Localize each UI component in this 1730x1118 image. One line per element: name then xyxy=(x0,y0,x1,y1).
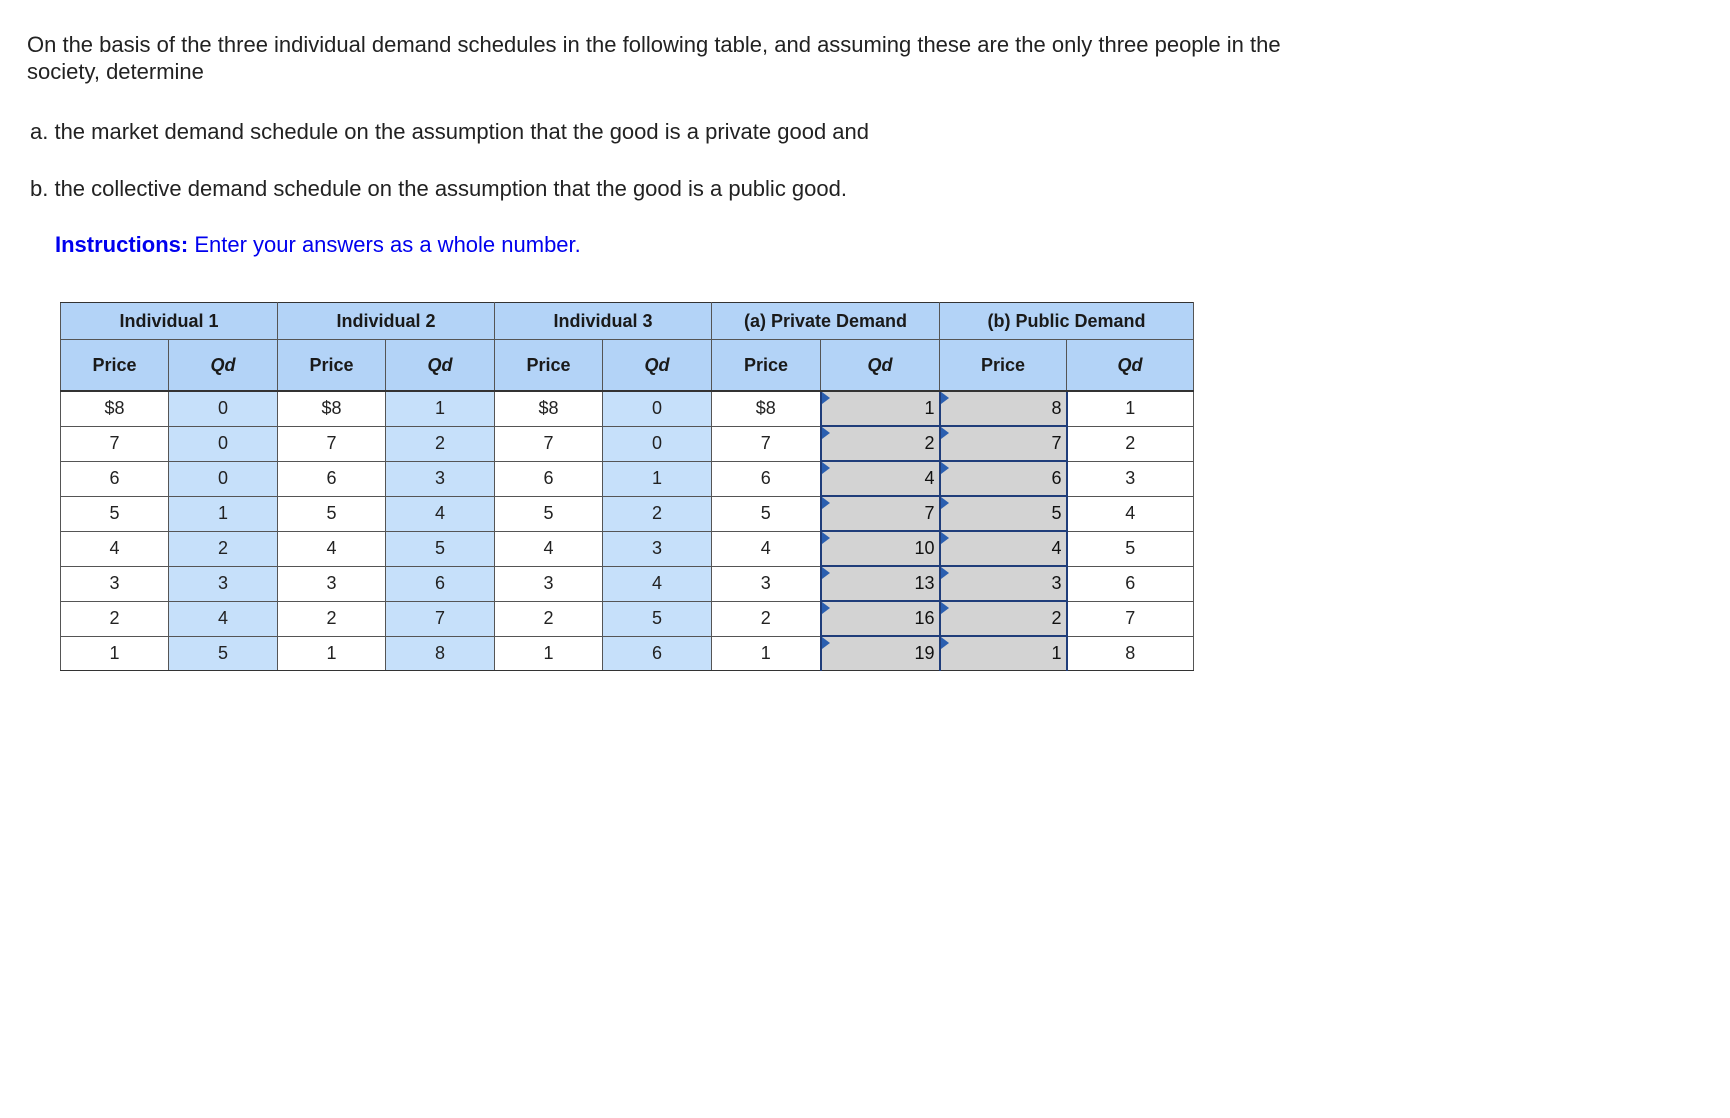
answer-marker-icon xyxy=(822,462,830,474)
answer-value: 1 xyxy=(1051,643,1062,663)
column-header-price: Price xyxy=(940,340,1067,392)
ind1-price-cell: $8 xyxy=(61,391,169,426)
answer-value: 8 xyxy=(1051,398,1062,418)
prompt-line-1: On the basis of the three individual demand schedules in the following table, and assuming these are the only three people in the xyxy=(27,32,1281,57)
public-qd-cell: 3 xyxy=(1067,461,1194,496)
public-price-input-cell[interactable] xyxy=(940,531,1067,566)
private-price-cell: $8 xyxy=(712,391,821,426)
private-qd-input-cell[interactable] xyxy=(821,531,940,566)
answer-value: 3 xyxy=(1051,573,1062,593)
table-body xyxy=(61,391,1194,671)
prompt-line-2: society, determine xyxy=(27,59,204,84)
table-row xyxy=(61,461,1194,496)
ind2-qd-cell: 4 xyxy=(386,496,495,531)
instructions xyxy=(55,231,581,258)
group-header-row xyxy=(61,303,1194,340)
answer-value: 4 xyxy=(924,468,935,488)
ind1-price-cell: 1 xyxy=(61,636,169,671)
group-header-individual-3: Individual 3 xyxy=(495,303,712,340)
answer-marker-icon xyxy=(941,497,949,509)
private-price-cell: 5 xyxy=(712,496,821,531)
answer-marker-icon xyxy=(941,427,949,439)
group-header-public-demand: (b) Public Demand xyxy=(940,303,1194,340)
public-price-input-cell[interactable] xyxy=(940,566,1067,601)
demand-schedule-table xyxy=(60,302,1194,671)
private-qd-input-cell[interactable] xyxy=(821,496,940,531)
column-header-price: Price xyxy=(61,340,169,392)
answer-value: 7 xyxy=(924,503,935,523)
ind3-price-cell: 7 xyxy=(495,426,603,461)
table-row xyxy=(61,566,1194,601)
public-qd-cell: 6 xyxy=(1067,566,1194,601)
column-header-price: Price xyxy=(278,340,386,392)
public-price-input-cell[interactable] xyxy=(940,636,1067,671)
public-qd-cell: 1 xyxy=(1067,391,1194,426)
answer-value: 10 xyxy=(914,538,935,558)
ind2-qd-cell: 1 xyxy=(386,391,495,426)
private-qd-input-cell[interactable] xyxy=(821,461,940,496)
public-price-input-cell[interactable] xyxy=(940,426,1067,461)
column-header-row xyxy=(61,340,1194,392)
ind3-price-cell: 4 xyxy=(495,531,603,566)
answer-value: 4 xyxy=(1051,538,1062,558)
ind2-qd-cell: 8 xyxy=(386,636,495,671)
ind3-qd-cell: 0 xyxy=(603,426,712,461)
ind3-price-cell: 2 xyxy=(495,601,603,636)
private-qd-input-cell[interactable] xyxy=(821,391,940,426)
public-price-input-cell[interactable] xyxy=(940,496,1067,531)
ind1-qd-cell: 3 xyxy=(169,566,278,601)
answer-marker-icon xyxy=(822,637,830,649)
ind1-price-cell: 3 xyxy=(61,566,169,601)
column-header-qd: Qd xyxy=(386,340,495,392)
ind3-price-cell: 5 xyxy=(495,496,603,531)
ind1-price-cell: 4 xyxy=(61,531,169,566)
instructions-text: Enter your answers as a whole number. xyxy=(188,232,581,257)
answer-value: 1 xyxy=(924,398,935,418)
ind2-price-cell: 5 xyxy=(278,496,386,531)
instructions-label: Instructions: xyxy=(55,232,189,257)
ind1-price-cell: 2 xyxy=(61,601,169,636)
column-header-qd: Qd xyxy=(603,340,712,392)
answer-marker-icon xyxy=(822,567,830,579)
private-price-cell: 6 xyxy=(712,461,821,496)
table-row xyxy=(61,496,1194,531)
ind3-qd-cell: 1 xyxy=(603,461,712,496)
answer-value: 19 xyxy=(914,643,935,663)
answer-value: 6 xyxy=(1051,468,1062,488)
ind3-price-cell: $8 xyxy=(495,391,603,426)
private-qd-input-cell[interactable] xyxy=(821,426,940,461)
public-qd-cell: 5 xyxy=(1067,531,1194,566)
answer-value: 2 xyxy=(1051,608,1062,628)
private-price-cell: 7 xyxy=(712,426,821,461)
ind3-price-cell: 6 xyxy=(495,461,603,496)
ind3-qd-cell: 0 xyxy=(603,391,712,426)
answer-marker-icon xyxy=(941,637,949,649)
ind1-price-cell: 6 xyxy=(61,461,169,496)
ind1-qd-cell: 2 xyxy=(169,531,278,566)
ind2-qd-cell: 7 xyxy=(386,601,495,636)
ind2-price-cell: 4 xyxy=(278,531,386,566)
ind3-qd-cell: 4 xyxy=(603,566,712,601)
ind2-qd-cell: 3 xyxy=(386,461,495,496)
answer-value: 7 xyxy=(1051,433,1062,453)
column-header-qd: Qd xyxy=(169,340,278,392)
ind2-price-cell: 6 xyxy=(278,461,386,496)
table-row xyxy=(61,636,1194,671)
table-row xyxy=(61,531,1194,566)
answer-value: 2 xyxy=(924,433,935,453)
ind2-qd-cell: 2 xyxy=(386,426,495,461)
public-qd-cell: 8 xyxy=(1067,636,1194,671)
ind2-price-cell: 1 xyxy=(278,636,386,671)
ind1-qd-cell: 1 xyxy=(169,496,278,531)
public-qd-cell: 7 xyxy=(1067,601,1194,636)
ind2-price-cell: 2 xyxy=(278,601,386,636)
column-header-price: Price xyxy=(712,340,821,392)
answer-marker-icon xyxy=(941,392,949,404)
ind1-qd-cell: 5 xyxy=(169,636,278,671)
ind1-qd-cell: 0 xyxy=(169,391,278,426)
private-price-cell: 4 xyxy=(712,531,821,566)
answer-marker-icon xyxy=(822,392,830,404)
ind2-qd-cell: 5 xyxy=(386,531,495,566)
answer-marker-icon xyxy=(941,567,949,579)
answer-marker-icon xyxy=(822,602,830,614)
ind1-qd-cell: 0 xyxy=(169,461,278,496)
private-qd-input-cell[interactable] xyxy=(821,636,940,671)
private-price-cell: 2 xyxy=(712,601,821,636)
ind3-qd-cell: 5 xyxy=(603,601,712,636)
answer-marker-icon xyxy=(941,602,949,614)
answer-marker-icon xyxy=(941,532,949,544)
ind2-price-cell: 7 xyxy=(278,426,386,461)
public-price-input-cell[interactable] xyxy=(940,391,1067,426)
public-price-input-cell[interactable] xyxy=(940,461,1067,496)
public-qd-cell: 2 xyxy=(1067,426,1194,461)
option-a-text: a. the market demand schedule on the assumption that the good is a private good and xyxy=(30,119,869,144)
table-row xyxy=(61,426,1194,461)
answer-value: 5 xyxy=(1051,503,1062,523)
table-row xyxy=(61,391,1194,426)
ind3-qd-cell: 3 xyxy=(603,531,712,566)
question-prompt xyxy=(27,31,1427,85)
private-price-cell: 1 xyxy=(712,636,821,671)
ind3-price-cell: 1 xyxy=(495,636,603,671)
ind1-qd-cell: 0 xyxy=(169,426,278,461)
ind3-qd-cell: 2 xyxy=(603,496,712,531)
ind1-price-cell: 7 xyxy=(61,426,169,461)
answer-marker-icon xyxy=(822,532,830,544)
column-header-price: Price xyxy=(495,340,603,392)
column-header-qd: Qd xyxy=(1067,340,1194,392)
answer-value: 13 xyxy=(914,573,935,593)
ind2-qd-cell: 6 xyxy=(386,566,495,601)
answer-marker-icon xyxy=(941,462,949,474)
group-header-private-demand: (a) Private Demand xyxy=(712,303,940,340)
answer-value: 16 xyxy=(914,608,935,628)
ind2-price-cell: 3 xyxy=(278,566,386,601)
private-qd-input-cell[interactable] xyxy=(821,601,940,636)
group-header-individual-2: Individual 2 xyxy=(278,303,495,340)
ind3-price-cell: 3 xyxy=(495,566,603,601)
ind1-qd-cell: 4 xyxy=(169,601,278,636)
private-qd-input-cell[interactable] xyxy=(821,566,940,601)
public-qd-cell: 4 xyxy=(1067,496,1194,531)
public-price-input-cell[interactable] xyxy=(940,601,1067,636)
group-header-individual-1: Individual 1 xyxy=(61,303,278,340)
ind2-price-cell: $8 xyxy=(278,391,386,426)
ind1-price-cell: 5 xyxy=(61,496,169,531)
table-row xyxy=(61,601,1194,636)
private-price-cell: 3 xyxy=(712,566,821,601)
answer-marker-icon xyxy=(822,497,830,509)
column-header-qd: Qd xyxy=(821,340,940,392)
option-b-text: b. the collective demand schedule on the assumption that the good is a public good. xyxy=(30,176,847,201)
ind3-qd-cell: 6 xyxy=(603,636,712,671)
answer-marker-icon xyxy=(822,427,830,439)
